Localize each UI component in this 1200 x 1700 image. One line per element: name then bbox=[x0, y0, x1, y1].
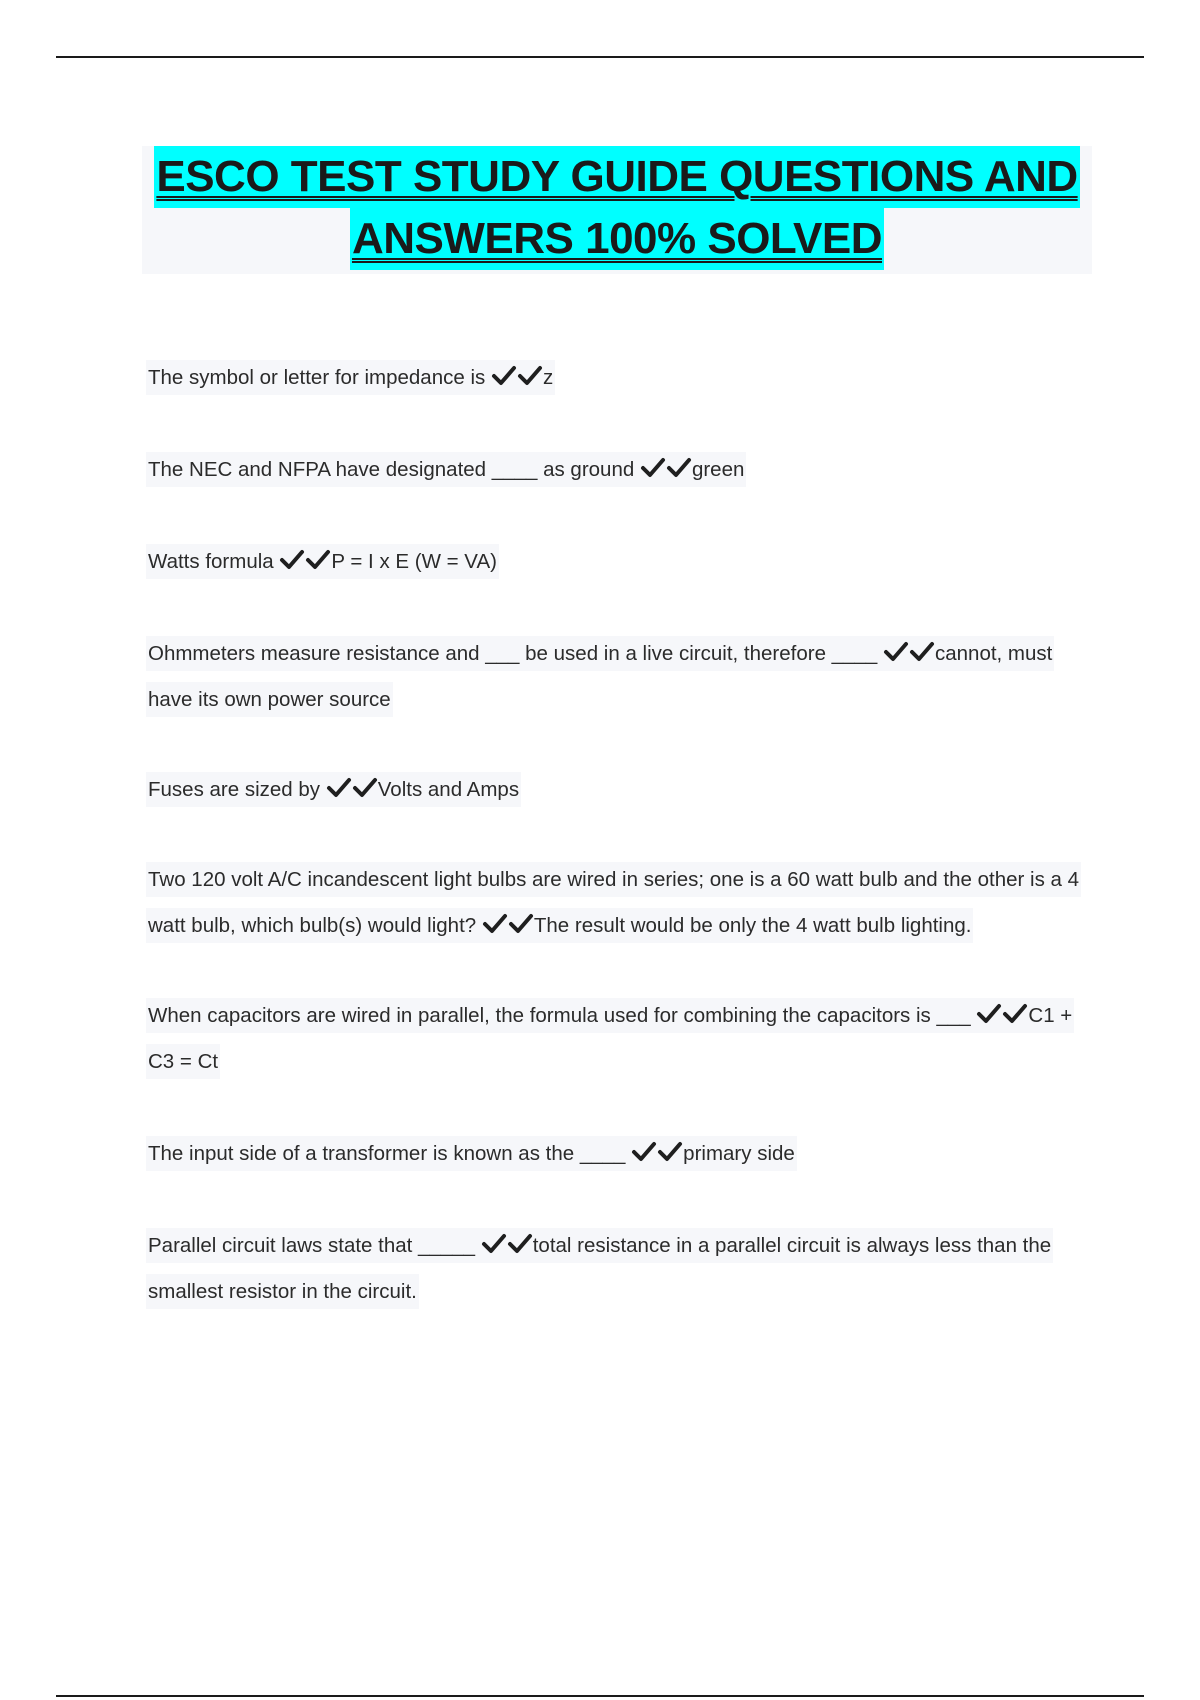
qa-item bbox=[146, 631, 1086, 723]
check-icon bbox=[305, 549, 331, 571]
qa-item bbox=[146, 447, 1086, 493]
check-icon bbox=[1002, 1003, 1028, 1025]
qa-item bbox=[146, 767, 1086, 813]
title-line-1: ESCO TEST STUDY GUIDE QUESTIONS AND bbox=[154, 146, 1079, 208]
check-icon bbox=[491, 365, 517, 387]
check-icon bbox=[507, 1233, 533, 1255]
question-text: When capacitors are wired in parallel, the formula used for combining the capacitors is ___ bbox=[148, 1004, 971, 1027]
document-title bbox=[142, 146, 1092, 274]
question-text: Parallel circuit laws state that _____ bbox=[148, 1234, 476, 1257]
check-icon bbox=[976, 1003, 1002, 1025]
answer-text: z bbox=[542, 366, 554, 389]
question-text: The symbol or letter for impedance is bbox=[148, 366, 486, 389]
check-icon bbox=[631, 1141, 657, 1163]
qa-item bbox=[146, 355, 1086, 401]
check-icon bbox=[326, 777, 352, 799]
answer-text: Volts and Amps bbox=[377, 778, 520, 801]
question-text: Fuses are sized by bbox=[148, 778, 321, 801]
check-icon bbox=[909, 641, 935, 663]
qa-item bbox=[146, 539, 1086, 585]
question-text: The NEC and NFPA have designated ____ as ground bbox=[148, 458, 635, 481]
qa-item bbox=[146, 993, 1086, 1085]
question-text: The input side of a transformer is known as the ____ bbox=[148, 1142, 626, 1165]
check-icon bbox=[657, 1141, 683, 1163]
check-icon bbox=[517, 365, 543, 387]
answer-text: total resistance in a parallel circuit is always less than the smallest resistor in the circuit. bbox=[148, 1234, 1052, 1303]
qa-item bbox=[146, 1131, 1086, 1177]
answer-text: green bbox=[691, 458, 745, 481]
question-text: Two 120 volt A/C incandescent light bulbs are wired in series; one is a 60 watt bulb and the other is a 4 watt bulb, which bulb(s) would light? bbox=[148, 868, 1080, 937]
qa-item bbox=[146, 857, 1086, 949]
answer-text: cannot, must have its own power source bbox=[148, 642, 1053, 711]
question-text: Ohmmeters measure resistance and ___ be used in a live circuit, therefore ____ bbox=[148, 642, 878, 665]
question-text: Watts formula bbox=[148, 550, 274, 573]
check-icon bbox=[352, 777, 378, 799]
check-icon bbox=[279, 549, 305, 571]
answer-text: P = I x E (W = VA) bbox=[331, 550, 497, 573]
check-icon bbox=[482, 913, 508, 935]
answer-text: C1 + C3 = Ct bbox=[148, 1004, 1073, 1073]
answer-text: primary side bbox=[683, 1142, 795, 1165]
qa-item bbox=[146, 1223, 1086, 1315]
check-icon bbox=[508, 913, 534, 935]
answer-text: The result would be only the 4 watt bulb lighting. bbox=[533, 914, 972, 937]
check-icon bbox=[883, 641, 909, 663]
top-rule bbox=[56, 56, 1144, 58]
qa-list bbox=[146, 355, 1086, 1315]
bottom-rule bbox=[56, 1695, 1144, 1697]
check-icon bbox=[666, 457, 692, 479]
check-icon bbox=[640, 457, 666, 479]
check-icon bbox=[481, 1233, 507, 1255]
title-line-2: ANSWERS 100% SOLVED bbox=[350, 208, 884, 270]
